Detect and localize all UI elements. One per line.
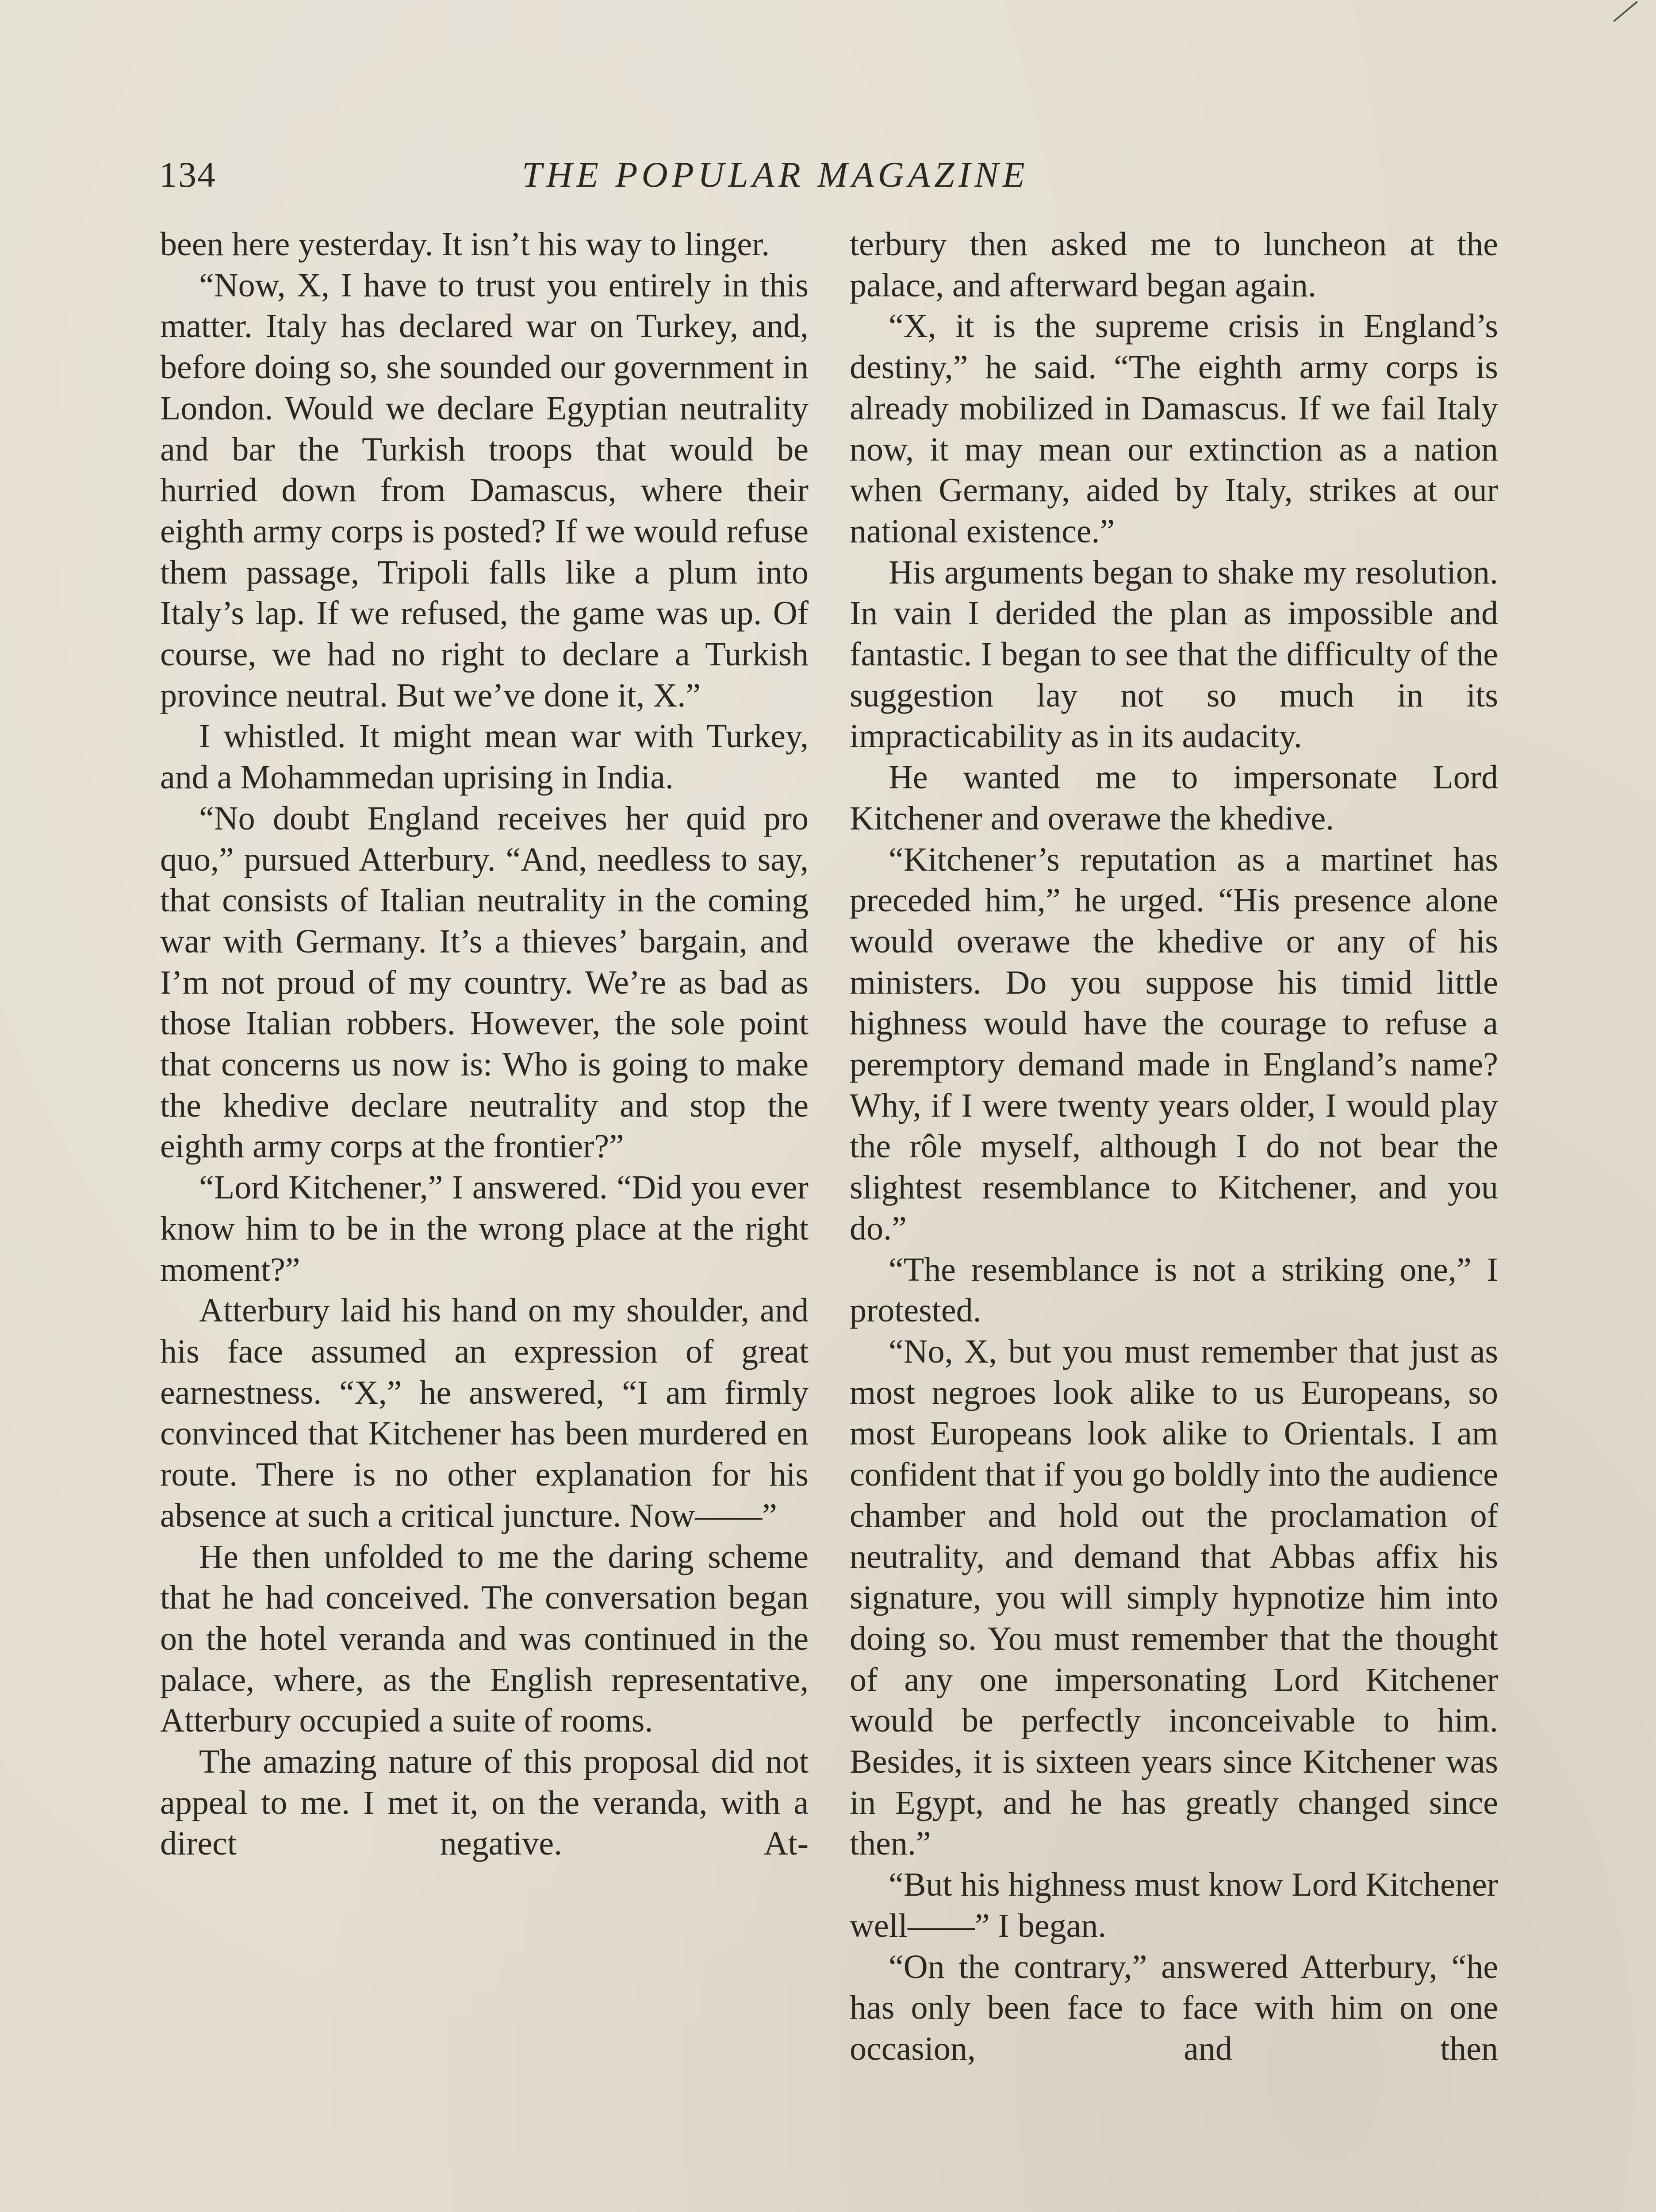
paragraph: “The resemblance is not a striking one,” I protested. — [850, 1251, 1498, 1329]
page-header — [0, 146, 1656, 204]
page-number: 134 — [159, 154, 216, 195]
paragraph: Atterbury laid his hand on my shoulder, and his face assumed an expression of great earnestness. “X,” he answered, “I am firmly convinced that Kitchener has been murdered en route. There is no other explanation for his absence at such a critical juncture. Now——” — [160, 1292, 809, 1534]
paragraph: “X, it is the supreme crisis in England’s destiny,” he said. “The eighth army corps is already mobilized in Damascus. If we fail Italy now, it may mean our extinction as a nation when Germany, aided by Italy, strikes at our national existence.” — [850, 307, 1498, 550]
paragraph: “On the contrary,” answered Atterbury, “he has only been face to face with him on one occasion, and then — [850, 1948, 1498, 2067]
paragraph: been here yesterday. It isn’t his way to linger. — [160, 226, 770, 263]
paragraph: “Kitchener’s reputation as a martinet has preceded him,” he urged. “His presence alone would overawe the khedive or any of his ministers. Do you suppose his timid little highness would have the courage to refuse a peremptory demand made in England’s name? Why, if I were twenty years older, I would play the rôle myself, although I do not bear the slightest resemblance to Kitchener, and you do.” — [850, 841, 1498, 1247]
paragraph: “Now, X, I have to trust you entirely in this matter. Italy has declared war on Turkey, and, before doing so, she sounded our government in London. Would we declare Egyptian neutrality and bar the Turkish troops that would be hurried down from Damascus, where their eighth army corps is posted? If we would refuse them passage, Tripoli falls like a plum into Italy’s lap. If we refused, the game was up. Of course, we had no right to declare a Turkish province neutral. But we’ve done it, X.” — [160, 266, 809, 714]
paragraph: “No, X, but you must remember that just as most negroes look alike to us Europeans, so most Europeans look alike to Orientals. I am confident that if you go boldly into the audience chamber and hold out the proclamation of neutrality, and demand that Abbas affix his signature, you will simply hypnotize him into doing so. You must remember that the thought of any one impersonating Lord Kitchener would be perfectly inconceivable to him. Besides, it is sixteen years since Kitchener was in Egypt, and he has greatly changed since then.” — [850, 1333, 1498, 1863]
paragraph: He wanted me to impersonate Lord Kitchener and overawe the khedive. — [850, 759, 1498, 837]
paragraph: His arguments began to shake my resolution. In vain I derided the plan as impossible and fantastic. I began to see that the difficulty of the suggestion lay not so much in its impracticability as in its audacity. — [850, 553, 1498, 755]
right-column — [850, 224, 1498, 2070]
paragraph: “But his highness must know Lord Kitchener well——” I began. — [850, 1866, 1498, 1944]
paragraph: The amazing nature of this proposal did not appeal to me. I met it, on the veranda, with a direct negative. At- — [160, 1743, 809, 1863]
paragraph: terbury then asked me to luncheon at the palace, and afterward began again. — [850, 226, 1498, 304]
left-column — [160, 224, 809, 1864]
running-title: THE POPULAR MAGAZINE — [522, 154, 1029, 195]
paragraph: I whistled. It might mean war with Turkey, and a Mohammedan uprising in India. — [160, 718, 809, 796]
paragraph: “Lord Kitchener,” I answered. “Did you ever know him to be in the wrong place at the right moment?” — [160, 1169, 809, 1288]
corner-mark — [1613, 1, 1638, 22]
paragraph: He then unfolded to me the daring scheme that he had conceived. The conversation began on the hotel veranda and was continued in the palace, where, as the English representative, Atterbury occupied a suite of rooms. — [160, 1538, 809, 1740]
paragraph: “No doubt England receives her quid pro quo,” pursued Atterbury. “And, needless to say, that consists of Italian neutrality in the coming war with Germany. It’s a thieves’ bargain, and I’m not proud of my country. We’re as bad as those Italian robbers. However, the sole point that concerns us now is: Who is going to make the khedive declare neutrality and stop the eighth army corps at the frontier?” — [160, 799, 809, 1165]
